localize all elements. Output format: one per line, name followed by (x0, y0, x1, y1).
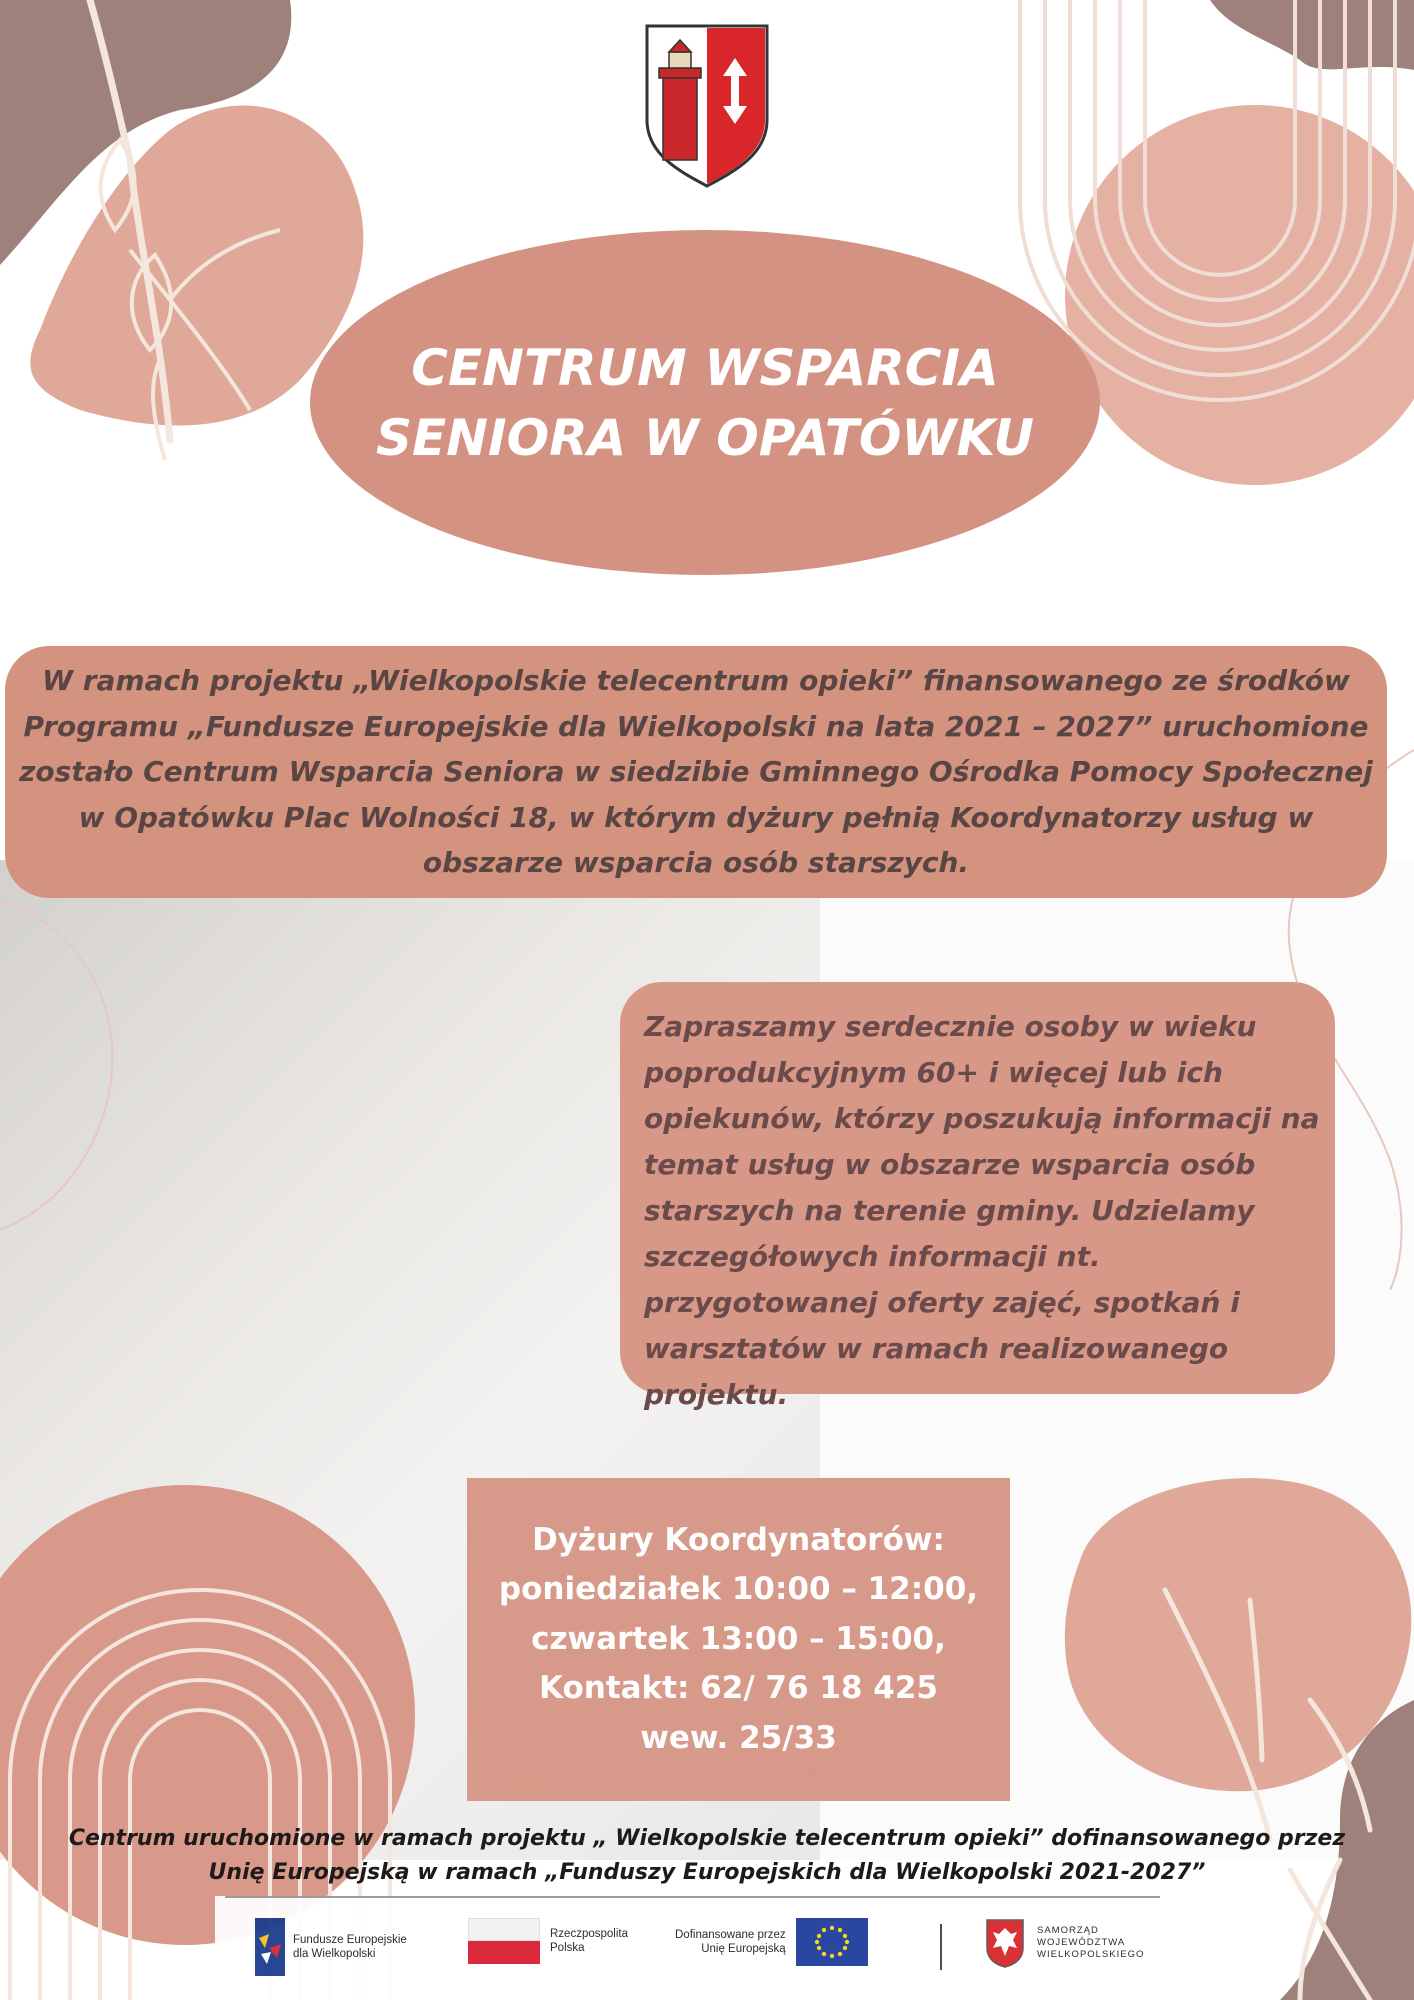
page-title (355, 333, 1055, 473)
top-right-dark-blob (1210, 0, 1414, 70)
duty-thursday: czwartek 13:00 – 15:00, (531, 1620, 946, 1657)
rp-line-2: Polska (550, 1942, 585, 1954)
rp-line-1: Rzeczpospolita (550, 1928, 628, 1940)
logo-bar-divider (225, 1896, 1160, 1898)
logo-samorzad-wojewodztwa (985, 1918, 1144, 1968)
invitation-box (620, 982, 1335, 1411)
duty-extension: wew. 25/33 (640, 1719, 837, 1756)
funding-statement (60, 1822, 1354, 1890)
intro-text: W ramach projektu „Wielkopolskie telecentrum opieki” finansowanego ze środków Programu „Fundusze Europejskie dla Wielkopolski na lata 2021 – 2027” uruchomione zostało Centrum Wsparcia Seniora w siedzibie Gminnego Ośrodka Pomocy Społecznej w Opatówku Plac Wolności 18, w którym dyżury pełnią Koordynatorzy usług w obszarze wsparcia osób starszych. (19, 664, 1373, 880)
sw-line-2: WOJEWÓDZTWA (1037, 1937, 1126, 1948)
duty-hours-box (467, 1478, 1010, 1801)
opatowek-crest-icon (643, 20, 771, 190)
sw-line-3: WIELKOPOLSKIEGO (1037, 1949, 1145, 1960)
funding-line-1: Centrum uruchomione w ramach projektu „ Wielkopolskie telecentrum opieki” dofinansowanego przez (68, 1826, 1346, 1851)
eu-line-1: Dofinansowane przez (675, 1929, 786, 1941)
wielkopolska-eagle-crest-icon (985, 1918, 1025, 1968)
invitation-text: Zapraszamy serdecznie osoby w wieku poprodukcyjnym 60+ i więcej lub ich opiekunów, którzy poszukują informacji na temat usług w obszarze wsparcia osób starszych na terenie gminy. Udzielamy szczegółowych informacji nt. przygotowanej oferty zajęć, spotkań i warsztatów w ramach realizowanego projektu. (644, 1010, 1320, 1411)
title-line-1: CENTRUM WSPARCIA (411, 338, 999, 397)
intro-box (5, 646, 1387, 898)
sw-line-1: SAMORZĄD (1037, 1925, 1099, 1936)
duty-monday: poniedziałek 10:00 – 12:00, (498, 1571, 979, 1608)
top-right-pink-circle (1065, 105, 1414, 485)
logo-separator (940, 1924, 942, 1970)
eu-flag-icon (796, 1918, 868, 1966)
logo-bar (215, 1896, 1199, 2000)
eu-line-2: Unię Europejską (701, 1943, 786, 1955)
funding-line-2: Unię Europejską w ramach „Funduszy Europejskich dla Wielkopolski 2021-2027” (208, 1860, 1206, 1885)
duty-contact: Kontakt: 62/ 76 18 425 (538, 1670, 939, 1707)
title-line-2: SENIORA W OPATÓWKU (375, 408, 1035, 467)
logo-fundusze-europejskie (255, 1918, 407, 1976)
fe-line-2: dla Wielkopolski (293, 1948, 376, 1960)
logo-rzeczpospolita-polska (468, 1918, 628, 1964)
logo-eu (675, 1918, 868, 1966)
duty-hours-text (499, 1516, 978, 1764)
fundusze-europejskie-logo-icon (255, 1918, 285, 1976)
title-oval (310, 230, 1100, 575)
fe-line-1: Fundusze Europejskie (293, 1934, 407, 1946)
polish-flag-icon (468, 1918, 540, 1964)
duty-heading: Dyżury Koordynatorów: (532, 1521, 945, 1558)
